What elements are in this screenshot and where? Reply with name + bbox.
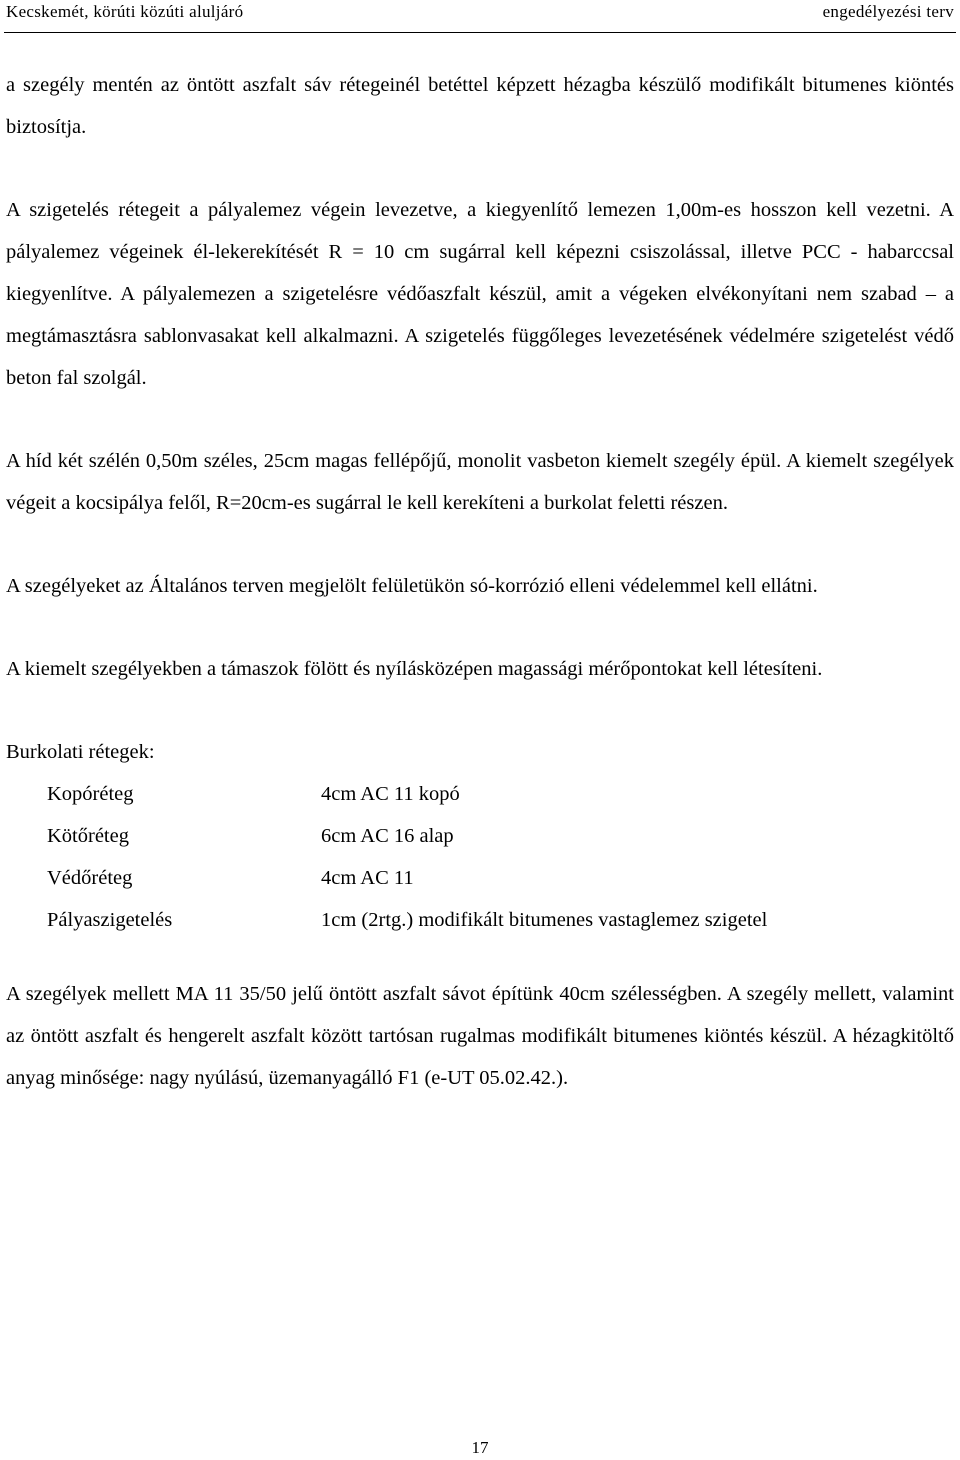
layer-name: Kopóréteg <box>47 783 134 805</box>
paragraph-asphalt-strip: A szegélyek mellett MA 11 35/50 jelű öntött aszfalt sávot építünk 40cm szélességben. A szegély mellett, valamint az öntött aszfalt és hengerelt aszfalt között tartósan rugalmas modifikált bitumenes kiöntés készül. A hézagkitöltő anyag minősége: nagy nyúlású, üzemanyagálló F1 (e-UT 05.02.42.). <box>6 983 954 1089</box>
layer-name: Védőréteg <box>47 867 133 889</box>
header-divider <box>4 32 956 33</box>
layer-row <box>6 773 954 815</box>
layer-value: 4cm AC 11 <box>321 867 414 889</box>
layer-name: Pályaszigetelés <box>47 909 173 931</box>
layer-name: Kötőréteg <box>47 825 129 847</box>
header-document-type: engedélyezési terv <box>822 2 954 21</box>
layer-value: 6cm AC 16 alap <box>321 825 454 847</box>
layers-title: Burkolati rétegek: <box>6 741 155 763</box>
page-number: 17 <box>471 1438 489 1457</box>
paragraph-measuring-points: A kiemelt szegélyekben a támaszok fölött és nyílásközépen magassági mérőpontokat kell létesíteni. <box>6 658 823 680</box>
layer-value: 4cm AC 11 kopó <box>321 783 460 805</box>
page-header <box>6 0 954 30</box>
document-body <box>6 64 954 1140</box>
paragraph-corrosion-protection: A szegélyeket az Általános terven megjelölt felületükön só-korrózió elleni védelemmel kell ellátni. <box>6 575 818 597</box>
paragraph-continuation: a szegély mentén az öntött aszfalt sáv rétegeinél betéttel képzett hézagba készülő modifikált bitumenes kiöntés biztosítja. <box>6 74 954 138</box>
pavement-layers-list <box>6 773 954 941</box>
paragraph-curb: A híd két szélén 0,50m széles, 25cm magas fellépőjű, monolit vasbeton kiemelt szegély épül. A kiemelt szegélyek végeit a kocsipálya felől, R=20cm-es sugárral le kell kerekíteni a burkolat feletti részen. <box>6 450 954 514</box>
layer-row <box>6 857 954 899</box>
header-project-title: Kecskemét, körúti közúti aluljáró <box>6 2 244 21</box>
layer-row <box>6 899 954 941</box>
layer-value: 1cm (2rtg.) modifikált bitumenes vastaglemez szigetel <box>321 909 768 931</box>
layer-row <box>6 815 954 857</box>
paragraph-insulation: A szigetelés rétegeit a pályalemez végein levezetve, a kiegyenlítő lemezen 1,00m-es hosszon kell vezetni. A pályalemez végeinek él-lekerekítését R = 10 cm sugárral kell képezni csiszolással, illetve PCC - habarccsal kiegyenlítve. A pályalemezen a szigetelésre védőaszfalt készül, amit a végeken elvékonyítani nem szabad – a megtámasztásra sablonvasakat kell alkalmazni. A szigetelés függőleges levezetésének védelmére szigetelést védő beton fal szolgál. <box>6 199 954 389</box>
